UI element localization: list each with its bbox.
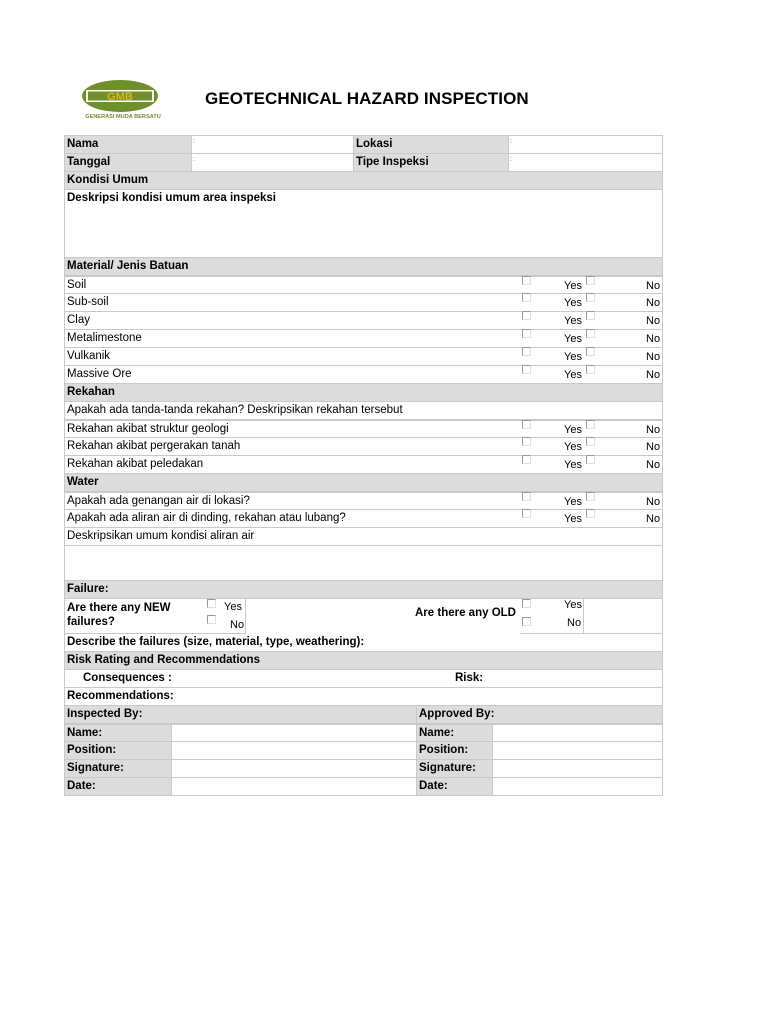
material-item-4-yes-checkbox[interactable]	[522, 347, 531, 356]
field-recommendations[interactable]: Recommendations:	[64, 688, 663, 706]
field-kondisi-deskripsi[interactable]: Deskripsi kondisi umum area inspeksi	[64, 190, 663, 258]
page-title: GEOTECHNICAL HAZARD INSPECTION	[205, 89, 529, 108]
rekahan-item-2-no-checkbox[interactable]	[586, 455, 595, 464]
approved-position-label: Position:	[416, 742, 492, 759]
material-item-3	[64, 330, 663, 348]
water-item-0-yes-label: Yes	[564, 496, 582, 508]
inspection-form	[64, 135, 663, 796]
water-item-1-no-checkbox[interactable]	[586, 509, 595, 518]
row-sign-signature	[64, 760, 663, 778]
material-item-5-no-label: No	[646, 369, 661, 381]
water-item-0-yes-checkbox[interactable]	[522, 492, 531, 501]
rekahan-item-0-no-checkbox[interactable]	[586, 420, 595, 429]
water-item-1	[64, 510, 663, 528]
material-item-1-yes-checkbox[interactable]	[522, 293, 531, 302]
material-item-5-yes-label: Yes	[564, 369, 582, 381]
material-item-0-yes-label: Yes	[564, 280, 582, 292]
failure-new-no-checkbox[interactable]	[207, 615, 216, 624]
label-tipe-inspeksi: Tipe Inspeksi	[353, 154, 508, 171]
label-nama: Nama	[65, 136, 191, 153]
failure-old-no-label: No	[567, 617, 582, 629]
rekahan-item-0-label: Rekahan akibat struktur geologi	[67, 423, 229, 435]
material-item-0-yes-checkbox[interactable]	[522, 276, 531, 285]
inspected-name-label: Name:	[65, 725, 171, 741]
approved-date-field[interactable]	[492, 778, 662, 795]
row-inspected-approved	[64, 706, 663, 724]
material-item-1-label: Sub-soil	[67, 296, 109, 308]
rekahan-item-2-no-label: No	[646, 459, 661, 471]
section-water: Water	[64, 474, 663, 492]
water-item-1-no-label: No	[646, 513, 661, 525]
label-lokasi: Lokasi	[353, 136, 508, 153]
water-item-0-no-label: No	[646, 496, 661, 508]
section-kondisi-umum: Kondisi Umum	[64, 172, 663, 190]
row-failure-new-old	[64, 599, 663, 634]
failure-old-no-checkbox[interactable]	[522, 617, 531, 626]
logo-tagline: GENERASI MUDA BERSATU	[85, 114, 161, 120]
approved-position-field[interactable]	[492, 742, 662, 759]
failure-new-options	[206, 599, 246, 634]
logo-text: GMB	[107, 91, 133, 103]
rekahan-item-1-yes-checkbox[interactable]	[522, 437, 531, 446]
label-approved-by: Approved By:	[416, 706, 662, 723]
material-item-1-no-checkbox[interactable]	[586, 293, 595, 302]
material-item-5	[64, 366, 663, 384]
rekahan-item-2-yes-label: Yes	[564, 459, 582, 471]
label-consequences: Consequences :	[83, 672, 172, 684]
rekahan-item-0-no-label: No	[646, 424, 661, 436]
failure-new-yes-checkbox[interactable]	[207, 599, 216, 608]
rekahan-item-1-label: Rekahan akibat pergerakan tanah	[67, 440, 241, 452]
inspected-date-field[interactable]	[171, 778, 416, 795]
rekahan-item-1-no-checkbox[interactable]	[586, 437, 595, 446]
material-item-4	[64, 348, 663, 366]
material-item-0	[64, 276, 663, 294]
rekahan-item-0-yes-checkbox[interactable]	[522, 420, 531, 429]
label-tanggal: Tanggal	[65, 154, 191, 171]
failure-old-yes-checkbox[interactable]	[522, 599, 531, 608]
material-item-5-yes-checkbox[interactable]	[522, 365, 531, 374]
inspected-date-label: Date:	[65, 778, 171, 795]
company-logo	[80, 78, 166, 122]
water-item-1-yes-label: Yes	[564, 513, 582, 525]
material-item-4-no-label: No	[646, 351, 661, 363]
field-tipe-inspeksi[interactable]: :	[508, 154, 662, 171]
rekahan-item-2-yes-checkbox[interactable]	[522, 455, 531, 464]
material-item-4-yes-label: Yes	[564, 351, 582, 363]
material-item-1-no-label: No	[646, 297, 661, 309]
material-item-3-yes-label: Yes	[564, 333, 582, 345]
material-item-1-yes-label: Yes	[564, 297, 582, 309]
material-item-3-no-checkbox[interactable]	[586, 329, 595, 338]
material-item-3-no-label: No	[646, 333, 661, 345]
water-item-1-yes-checkbox[interactable]	[522, 509, 531, 518]
water-item-0	[64, 492, 663, 510]
label-risk: Risk:	[455, 672, 484, 684]
field-tanggal[interactable]: :	[191, 154, 353, 171]
field-water-deskripsi[interactable]	[64, 546, 663, 581]
material-item-2-no-checkbox[interactable]	[586, 311, 595, 320]
rekahan-item-0-yes-label: Yes	[564, 424, 582, 436]
row-consequences-risk	[64, 670, 663, 688]
row-sign-position	[64, 742, 663, 760]
material-item-2	[64, 312, 663, 330]
rekahan-item-1-yes-label: Yes	[564, 441, 582, 453]
material-item-2-label: Clay	[67, 314, 91, 326]
material-item-3-label: Metalimestone	[67, 332, 142, 344]
section-rekahan: Rekahan	[64, 384, 663, 402]
material-item-2-yes-checkbox[interactable]	[522, 311, 531, 320]
approved-date-label: Date:	[416, 778, 492, 795]
inspected-position-field[interactable]	[171, 742, 416, 759]
field-lokasi[interactable]: :	[508, 136, 662, 153]
material-item-2-no-label: No	[646, 315, 661, 327]
material-item-5-no-checkbox[interactable]	[586, 365, 595, 374]
rekahan-item-0	[64, 420, 663, 438]
water-item-1-label: Apakah ada aliran air di dinding, rekahan atau lubang?	[67, 512, 346, 524]
material-item-0-no-label: No	[646, 280, 661, 292]
row-nama-lokasi	[64, 135, 663, 154]
rekahan-item-1-no-label: No	[646, 441, 661, 453]
section-failure: Failure:	[64, 581, 663, 599]
rekahan-item-2	[64, 456, 663, 474]
failure-new-question: Are there any NEW failures?	[64, 599, 206, 634]
failure-old-yes-label: Yes	[564, 599, 582, 611]
inspected-position-label: Position:	[65, 742, 171, 759]
approved-signature-field[interactable]	[492, 760, 662, 777]
approved-signature-label: Signature:	[416, 760, 492, 777]
material-item-4-label: Vulkanik	[67, 350, 111, 362]
inspected-signature-field[interactable]	[171, 760, 416, 777]
rekahan-item-1	[64, 438, 663, 456]
section-material: Material/ Jenis Batuan	[64, 258, 663, 276]
label-inspected-by: Inspected By:	[65, 706, 416, 723]
field-failure-describe[interactable]: Describe the failures (size, material, type, weathering):	[64, 634, 663, 652]
water-desc-label: Deskripsikan umum kondisi aliran air	[64, 528, 663, 546]
material-item-0-no-checkbox[interactable]	[586, 276, 595, 285]
material-item-4-no-checkbox[interactable]	[586, 347, 595, 356]
section-risk: Risk Rating and Recommendations	[64, 652, 663, 670]
approved-name-field[interactable]	[492, 725, 662, 741]
material-item-5-label: Massive Ore	[67, 368, 132, 380]
material-item-1	[64, 294, 663, 312]
water-item-0-label: Apakah ada genangan air di lokasi?	[67, 495, 250, 507]
field-nama[interactable]: :	[191, 136, 353, 153]
failure-new-no-label: No	[230, 619, 245, 631]
failure-new-yes-label: Yes	[224, 601, 242, 613]
row-sign-date	[64, 778, 663, 796]
row-sign-name	[64, 724, 663, 742]
material-item-2-yes-label: Yes	[564, 315, 582, 327]
failure-old-question: Are there any OLD	[415, 607, 516, 619]
water-item-0-no-checkbox[interactable]	[586, 492, 595, 501]
inspected-name-field[interactable]	[171, 725, 416, 741]
material-item-3-yes-checkbox[interactable]	[522, 329, 531, 338]
rekahan-item-2-label: Rekahan akibat peledakan	[67, 458, 204, 470]
inspected-signature-label: Signature:	[65, 760, 171, 777]
rekahan-question: Apakah ada tanda-tanda rekahan? Deskripsikan rekahan tersebut	[64, 402, 663, 420]
failure-old-options	[520, 599, 584, 634]
material-item-0-label: Soil	[67, 279, 87, 291]
approved-name-label: Name:	[416, 725, 492, 741]
row-tanggal-tipe	[64, 154, 663, 172]
